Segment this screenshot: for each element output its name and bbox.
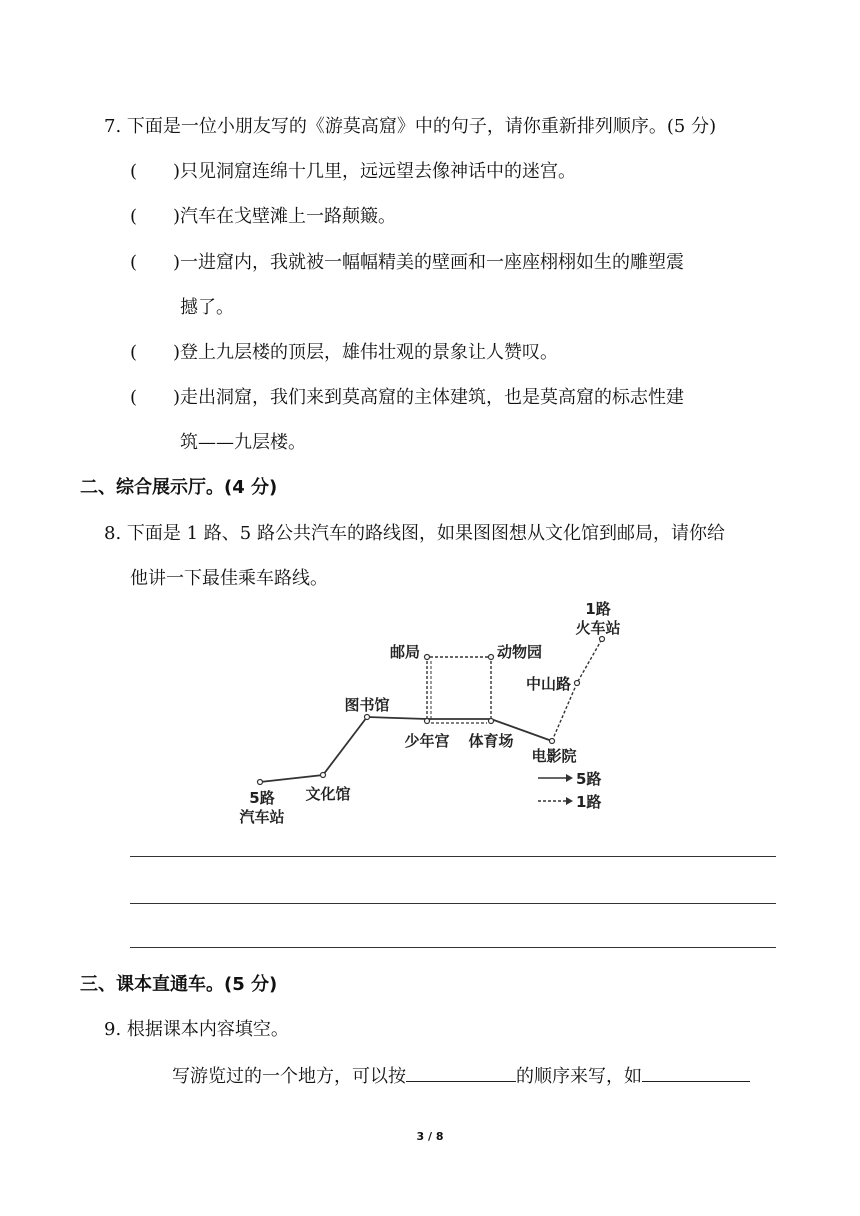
order-item-5-continued: 筑——九层楼。 <box>180 432 306 453</box>
section-3-heading: 三、课本直通车。(5 分) <box>80 974 278 995</box>
answer-line[interactable] <box>130 947 776 948</box>
station-dot <box>425 655 430 660</box>
label-youju: 邮局 <box>389 643 420 661</box>
legend-dashed-label: 1路 <box>576 793 602 811</box>
order-item-text: 只见洞窟连绵十几里，远远望去像神话中的迷宫。 <box>180 161 576 182</box>
order-blank[interactable]: ( ) <box>130 252 181 273</box>
order-blank[interactable]: ( ) <box>130 342 181 363</box>
station-dot <box>600 637 605 642</box>
label-tushu: 图书馆 <box>344 696 390 714</box>
legend-arrow-icon <box>566 774 573 782</box>
label-dongwu: 动物园 <box>497 643 543 661</box>
question-8-prompt-line2: 他讲一下最佳乘车路线。 <box>130 568 328 589</box>
station-dot <box>575 681 580 686</box>
label-zhongshan: 中山路 <box>525 675 571 693</box>
question-9-prompt: 9. 根据课本内容填空。 <box>104 1019 289 1040</box>
order-blank[interactable]: ( ) <box>130 387 181 408</box>
station-dot <box>425 719 430 724</box>
answer-line[interactable] <box>130 856 776 857</box>
question-8-prompt-line1: 8. 下面是 1 路、5 路公共汽车的路线图，如果图图想从文化馆到邮局，请你给 <box>104 523 725 544</box>
order-item-text: 走出洞窟，我们来到莫高窟的主体建筑，也是莫高窟的标志性建 <box>180 387 684 408</box>
label-dianying: 电影院 <box>531 747 577 765</box>
station-dot <box>365 715 370 720</box>
question-7-prompt: 7. 下面是一位小朋友写的《游莫高窟》中的句子，请你重新排列顺序。(5 分) <box>104 116 717 137</box>
label-bus5-station: 5路 <box>249 789 275 807</box>
order-item-text: 登上九层楼的顶层，雄伟壮观的景象让人赞叹。 <box>180 342 558 363</box>
question-9-fill <box>172 1063 750 1089</box>
station-dot <box>321 773 326 778</box>
order-blank[interactable]: ( ) <box>130 206 181 227</box>
label-bus5-station: 汽车站 <box>239 808 285 826</box>
fill-text: 的顺序来写，如 <box>516 1066 642 1087</box>
label-shaonian: 少年宫 <box>404 732 450 750</box>
station-dot <box>489 655 494 660</box>
fill-text: 写游览过的一个地方，可以按 <box>172 1066 406 1087</box>
order-item-text: 一进窟内，我就被一幅幅精美的壁画和一座座栩栩如生的雕塑震 <box>180 252 684 273</box>
label-bus1-station: 火车站 <box>575 619 621 637</box>
station-dot <box>258 780 263 785</box>
legend-arrow-icon <box>566 797 573 805</box>
order-item-text: 汽车在戈壁滩上一路颠簸。 <box>180 206 396 227</box>
fill-blank[interactable] <box>406 1063 516 1082</box>
route-1-line <box>427 657 491 719</box>
order-blank[interactable]: ( ) <box>130 161 181 182</box>
section-2-heading: 二、综合展示厅。(4 分) <box>80 477 278 498</box>
label-tiyu: 体育场 <box>468 732 514 750</box>
order-item-3-continued: 撼了。 <box>180 297 234 318</box>
label-bus1-station: 1路 <box>585 600 611 618</box>
legend-solid-label: 5路 <box>576 770 602 788</box>
fill-blank[interactable] <box>642 1063 750 1082</box>
station-dot <box>550 739 555 744</box>
page-number: 3 / 8 <box>416 1130 444 1143</box>
label-wenhua: 文化馆 <box>305 785 351 803</box>
station-dot <box>489 719 494 724</box>
answer-line[interactable] <box>130 903 776 904</box>
